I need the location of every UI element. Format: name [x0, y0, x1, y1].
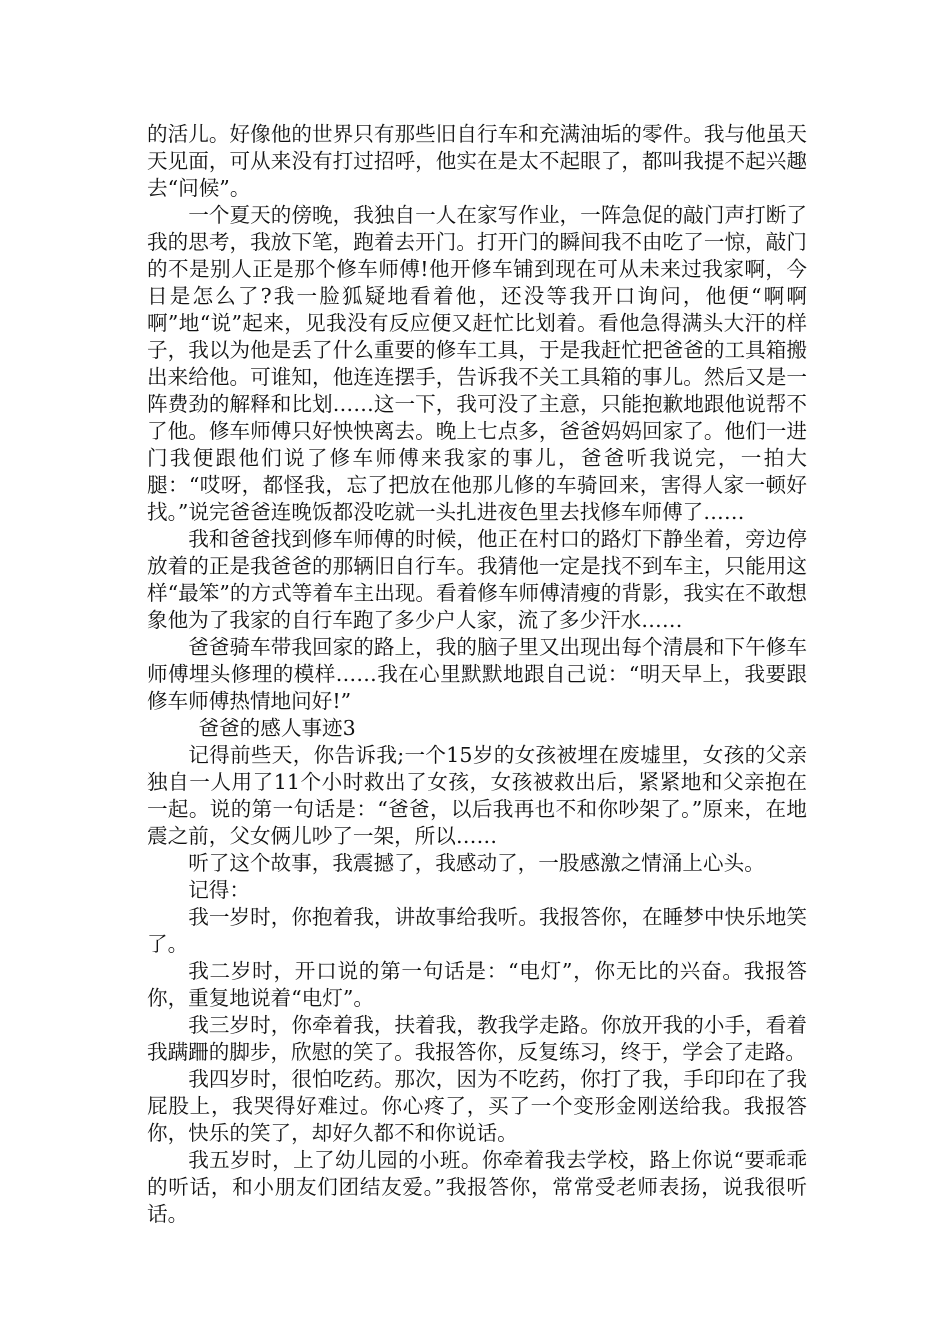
paragraph: 记得： — [188, 878, 250, 902]
paragraph: 爸爸骑车带我回家的路上，我的脑子里又出现出每个清晨和下午修车师傅埋头修理的模样……我在心里默默地跟自己说：“明天早上，我要跟修车师傅热情地问好!” — [147, 635, 807, 713]
paragraph: 一个夏天的傍晚，我独自一人在家写作业，一阵急促的敲门声打断了我的思考，我放下笔，跑着去开门。打开门的瞬间我不由吃了一惊，敲门的不是别人正是那个修车师傅!他开修车铺到现在可从未来过我家啊，今日是怎么了?我一脸狐疑地看着他，还没等我开口询问，他便“啊啊啊”地“说”起来，见我没有反应便又赶忙比划着。看他急得满头大汗的样子，我以为他是丢了什么重要的修车工具，于是我赶忙把爸爸的工具箱搬出来给他。可谁知，他连连摆手，告诉我不关工具箱的事儿。然后又是一阵费劲的解释和比划……这一下，我可没了主意，只能抱歉地跟他说帮不了他。修车师傅只好怏怏离去。晚上七点多，爸爸妈妈回家了。他们一进门我便跟他们说了修车师傅来我家的事儿，爸爸听我说完，一拍大腿：“哎呀，都怪我，忘了把放在他那儿修的车骑回来，害得人家一顿好找。”说完爸爸连晚饭都没吃就一头扎进夜色里去找修车师傅了…… — [147, 203, 807, 524]
paragraph: 我和爸爸找到修车师傅的时候，他正在村口的路灯下静坐着，旁边停放着的正是我爸爸的那辆旧自行车。我猜他一定是找不到车主，只能用这样“最笨”的方式等着车主出现。看着修车师傅清瘦的背影，我实在不敢想象他为了我家的自行车跑了多少户人家，流了多少汗水…… — [147, 527, 807, 632]
paragraph: 听了这个故事，我震撼了，我感动了，一股感激之情涌上心头。 — [188, 851, 765, 875]
document-body — [147, 121, 807, 1228]
paragraph: 我五岁时，上了幼儿园的小班。你牵着我去学校，路上你说“要乖乖的听话，和小朋友们团结友爱。”我报答你，常常受老师表扬，说我很听话。 — [147, 1148, 807, 1226]
section-heading: 爸爸的感人事迹3 — [198, 716, 356, 740]
paragraph: 记得前些天，你告诉我;一个15岁的女孩被埋在废墟里，女孩的父亲独自一人用了11个小时救出了女孩，女孩被救出后，紧紧地和父亲抱在一起。说的第一句话是：“爸爸，以后我再也不和你吵架了。”原来，在地震之前，父女俩儿吵了一架，所以…… — [147, 743, 807, 848]
paragraph: 我二岁时，开口说的第一句话是：“电灯”，你无比的兴奋。我报答你，重复地说着“电灯”。 — [147, 959, 807, 1010]
paragraph-continuation: 的活儿。好像他的世界只有那些旧自行车和充满油垢的零件。我与他虽天天见面，可从来没有打过招呼，他实在是太不起眼了，都叫我提不起兴趣去“问候”。 — [147, 122, 807, 200]
paragraph: 我四岁时，很怕吃药。那次，因为不吃药，你打了我，手印印在了我屁股上，我哭得好难过。你心疼了，买了一个变形金刚送给我。我报答你，快乐的笑了，却好久都不和你说话。 — [147, 1067, 807, 1145]
paragraph: 我三岁时，你牵着我，扶着我，教我学走路。你放开我的小手，看着我蹒跚的脚步，欣慰的笑了。我报答你，反复练习，终于，学会了走路。 — [147, 1013, 807, 1064]
paragraph: 我一岁时，你抱着我，讲故事给我听。我报答你，在睡梦中快乐地笑了。 — [147, 905, 807, 956]
